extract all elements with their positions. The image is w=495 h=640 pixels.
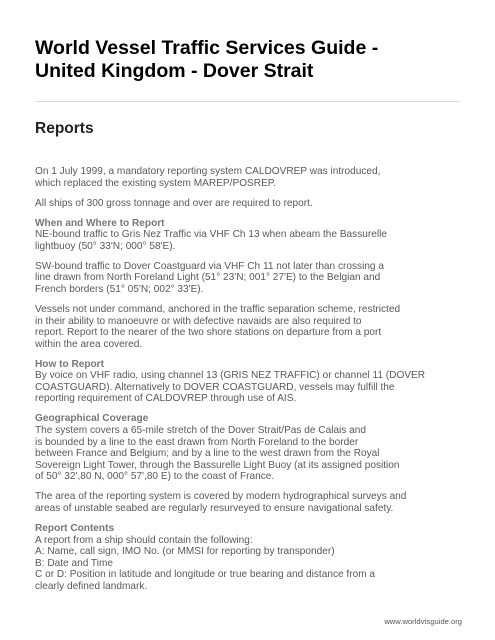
text-line: A: Name, call sign, IMO No. (or MMSI for reporting by transponder) bbox=[35, 546, 335, 558]
text-line: All ships of 300 gross tonnage and over are required to report. bbox=[35, 197, 313, 209]
coverage-paragraph bbox=[35, 491, 467, 514]
text-line: By voice on VHF radio, using channel 13 (GRIS NEZ TRAFFIC) or channel 11 (DOVER bbox=[35, 370, 426, 382]
text-line: within the area covered. bbox=[35, 338, 143, 350]
text-line: French borders (51° 05'N; 002° 33'E). bbox=[35, 283, 204, 295]
text-line: line drawn from North Foreland Light (51° 23'N; 001° 27'E) to the Belgian and bbox=[35, 272, 381, 284]
text-line: The area of the reporting system is covered by modern hydrographical surveys and bbox=[35, 491, 407, 503]
intro-paragraph bbox=[35, 166, 467, 189]
text-line: On 1 July 1999, a mandatory reporting system CALDOVREP was introduced, bbox=[35, 166, 381, 177]
section-title: Reports bbox=[35, 120, 94, 137]
coverage-paragraph bbox=[35, 425, 467, 483]
text-line: which replaced the existing system MAREP/POSREP. bbox=[35, 177, 277, 189]
subheading-how: How to Report bbox=[35, 358, 104, 370]
text-line: Vessels not under command, anchored in the traffic separation scheme, restricted bbox=[35, 303, 401, 315]
document-body bbox=[35, 166, 467, 593]
text-line: is bounded by a line to the east drawn from North Foreland to the border bbox=[35, 436, 359, 448]
text-line: The system covers a 65-mile stretch of the Dover Strait/Pas de Calais and bbox=[35, 425, 366, 437]
intro-paragraph bbox=[35, 198, 467, 210]
footer-url: www.worldvtsguide.org bbox=[384, 617, 462, 626]
how-paragraph bbox=[35, 370, 467, 405]
subheading-coverage: Geographical Coverage bbox=[35, 413, 149, 425]
text-line: C or D: Position in latitude and longitude or true bearing and distance from a bbox=[35, 569, 376, 581]
text-line: COASTGUARD). Alternatively to DOVER COASTGUARD, vessels may fulfill the bbox=[35, 381, 395, 393]
when-where-paragraph bbox=[35, 261, 467, 296]
page-title bbox=[35, 37, 475, 83]
subheading-when-where: When and Where to Report bbox=[35, 217, 165, 229]
text-line: B: Date and Time bbox=[35, 557, 113, 569]
text-line: Sovereign Light Tower, through the Bassurelle Light Buoy (at its assigned position bbox=[35, 459, 400, 471]
text-line: SW-bound traffic to Dover Coastguard via VHF Ch 11 not later than crossing a bbox=[35, 260, 384, 272]
text-line: of 50° 32',80 N, 000° 57',80 E) to the coast of France. bbox=[35, 471, 275, 483]
text-line: between France and Belgium; and by a line to the west drawn from the Royal bbox=[35, 448, 380, 460]
text-line: report. Report to the nearer of the two shore stations on departure from a port bbox=[35, 327, 382, 339]
text-line: in their ability to manoeuvre or with defective navaids are also required to bbox=[35, 315, 362, 327]
when-where-paragraph bbox=[35, 229, 467, 252]
text-line: clearly defined landmark. bbox=[35, 580, 148, 592]
text-line: areas of unstable seabed are regularly resurveyed to ensure navigational safety. bbox=[35, 502, 394, 514]
text-line: A report from a ship should contain the following: bbox=[35, 534, 253, 546]
when-where-paragraph bbox=[35, 304, 467, 350]
title-line: World Vessel Traffic Services Guide - bbox=[35, 37, 379, 59]
title-line: United Kingdom - Dover Strait bbox=[35, 60, 314, 82]
text-line: NE-bound traffic to Gris Nez Traffic via VHF Ch 13 when abeam the Bassurelle bbox=[35, 229, 387, 241]
subheading-contents: Report Contents bbox=[35, 522, 115, 534]
contents-paragraph bbox=[35, 535, 467, 593]
text-line: lightbuoy (50° 33'N; 000° 58'E). bbox=[35, 240, 176, 252]
title-divider bbox=[35, 101, 460, 102]
text-line: reporting requirement of CALDOVREP through use of AIS. bbox=[35, 393, 297, 405]
